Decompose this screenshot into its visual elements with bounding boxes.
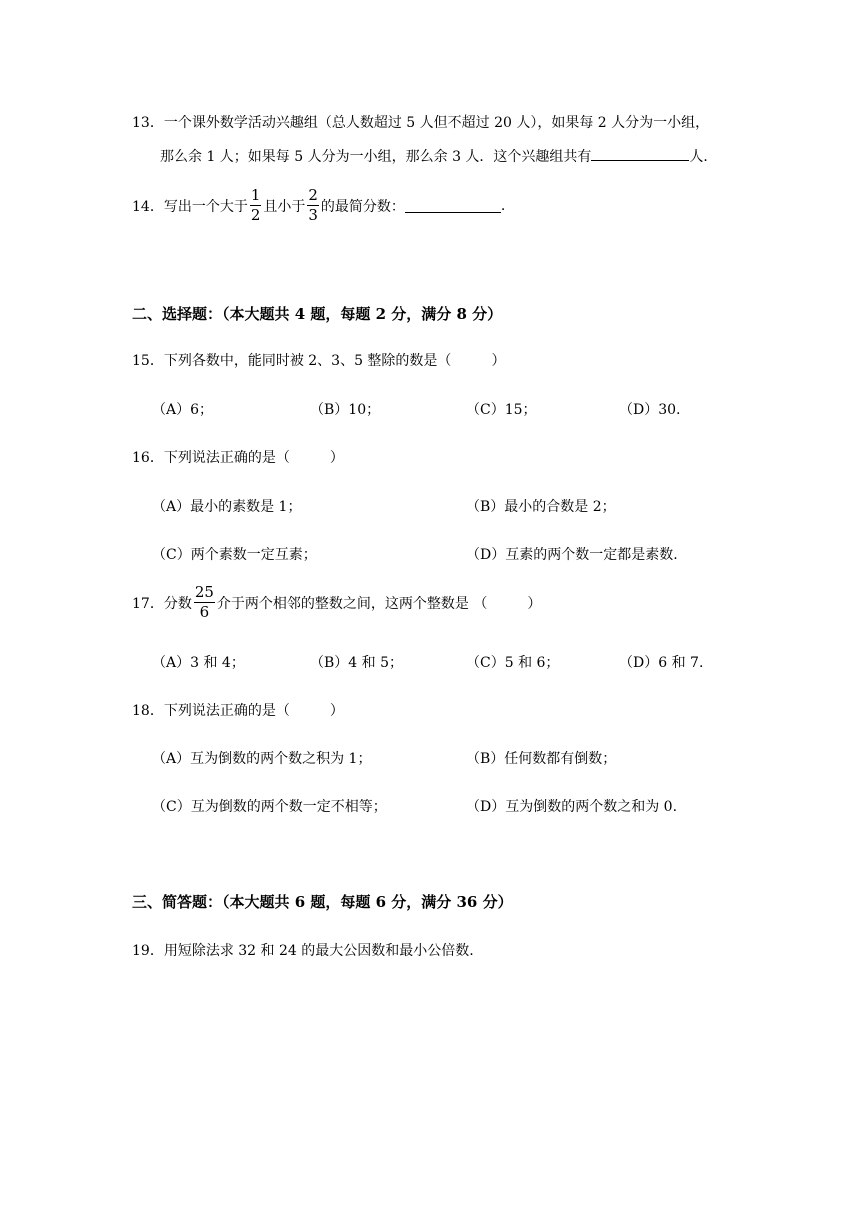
question-14-end: . [500, 197, 506, 214]
answer-blank-14[interactable] [405, 198, 501, 213]
option-16-d: （D）互素的两个数一定都是素数. [466, 547, 678, 563]
question-13-line2 [160, 146, 717, 166]
question-16-stem [132, 447, 344, 467]
fraction-denominator: 6 [199, 603, 210, 621]
question-14-suffix: 的最简分数： [320, 198, 405, 215]
section-3-title: 三、简答题：（本大题共 6 题，每题 6 分，满分 36 分） [132, 893, 513, 911]
question-14 [132, 188, 505, 223]
option-16-c: （C）两个素数一定互素； [152, 547, 317, 563]
option-18-d: （D）互为倒数的两个数之和为 0. [466, 799, 678, 815]
question-17-text: 介于两个相邻的整数之间，这两个整数是 （ [216, 595, 488, 612]
question-17-stem [132, 585, 541, 620]
answer-blank-13[interactable] [591, 146, 689, 161]
option-15-d: （D）30. [619, 402, 681, 418]
fraction-one-half [250, 188, 262, 223]
question-17-prefix: 17．分数 [132, 595, 192, 612]
option-17-b: （B）4 和 5； [310, 655, 404, 671]
question-15-text: 15．下列各数中，能同时被 2、3、5 整除的数是（ [132, 353, 452, 369]
question-18-stem [132, 700, 344, 720]
option-16-b: （B）最小的合数是 2； [466, 499, 616, 515]
fraction-two-thirds [307, 188, 319, 223]
option-17-d: （D）6 和 7. [619, 655, 704, 671]
section-2-title: 二、选择题：（本大题共 4 题，每题 2 分，满分 8 分） [132, 305, 503, 323]
option-15-c: （C）15； [466, 402, 537, 418]
fraction-numerator: 2 [308, 186, 318, 204]
question-15-stem [132, 350, 505, 370]
option-17-c: （C）5 和 6； [466, 655, 560, 671]
fraction-numerator: 25 [194, 583, 214, 601]
option-18-b: （B）任何数都有倒数； [466, 751, 617, 767]
fraction-denominator: 3 [308, 206, 318, 224]
option-17-a: （A）3 和 4； [152, 655, 245, 671]
option-15-a: （A）6； [152, 402, 214, 418]
option-18-c: （C）互为倒数的两个数一定不相等； [152, 799, 387, 815]
question-13-line1: 13．一个课外数学活动兴趣组（总人数超过 5 人但不超过 20 人），如果每 2 人分为一小组， [132, 115, 710, 131]
question-14-middle: 且小于 [263, 198, 306, 215]
option-16-a: （A）最小的素数是 1； [152, 499, 302, 515]
fraction-numerator: 1 [250, 186, 261, 204]
question-16-close: ） [329, 450, 344, 466]
option-15-b: （B）10； [310, 402, 381, 418]
question-14-prefix: 14．写出一个大于 [132, 198, 248, 215]
fraction-25-over-6 [194, 585, 215, 620]
question-13-text: 那么余 1 人；如果每 5 人分为一小组，那么余 3 人．这个兴趣组共有 [160, 149, 592, 165]
question-19: 19．用短除法求 32 和 24 的最大公因数和最小公倍数. [132, 943, 474, 959]
question-16-text: 16．下列说法正确的是（ [132, 450, 290, 466]
option-18-a: （A）互为倒数的两个数之积为 1； [152, 751, 372, 767]
fraction-denominator: 2 [250, 206, 261, 224]
question-17-close: ） [527, 595, 542, 612]
question-13-suffix: 人． [689, 149, 718, 165]
question-18-text: 18．下列说法正确的是（ [132, 703, 290, 719]
question-15-close: ） [491, 353, 506, 369]
question-18-close: ） [329, 703, 344, 719]
